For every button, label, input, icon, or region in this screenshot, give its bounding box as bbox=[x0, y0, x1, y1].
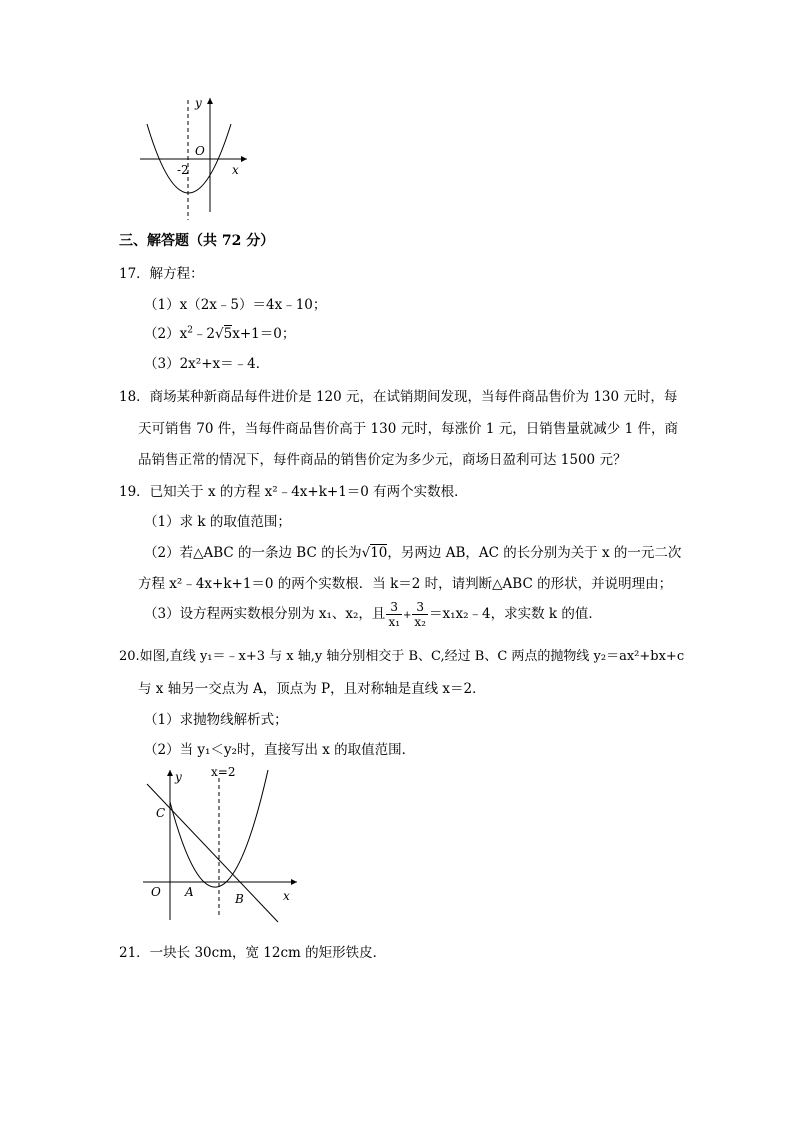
q19-part2-c: ，另两边 AB，AC 的长分别为关于 x 的一元二次 bbox=[387, 545, 682, 561]
fraction-1-den: x₁ bbox=[388, 615, 401, 629]
origin-label: O bbox=[151, 885, 161, 899]
q17-part2-a: （2）x bbox=[144, 326, 188, 342]
symmetry-label: x=2 bbox=[211, 765, 236, 779]
fraction-1-num: 3 bbox=[386, 600, 402, 615]
q20-part2: （2）当 y₁＜y₂时，直接写出 x 的取值范围． bbox=[144, 742, 416, 758]
fraction-2-den: x₂ bbox=[414, 615, 426, 629]
q19-part3 bbox=[144, 598, 602, 632]
point-b-label: B bbox=[235, 892, 244, 906]
q19-part2 bbox=[144, 541, 681, 561]
q18-line2: 天可销售 70 件，当每件商品售价高于 130 元时，每涨价 1 元，日销售量就减少 1 件，商 bbox=[138, 421, 678, 437]
point-a-label: A bbox=[185, 885, 194, 899]
q21-line1: 21．一块长 30cm，宽 12cm 的矩形铁皮． bbox=[119, 945, 387, 961]
q18-line3: 品销售正常的情况下，每件商品的销售价定为多少元，商场日盈利可达 1500 元？ bbox=[138, 452, 627, 468]
sqrt-icon: √ bbox=[215, 326, 224, 342]
parabola-graph-1 bbox=[135, 92, 255, 222]
point-c-label: C bbox=[156, 806, 166, 820]
q17-part3: （3）2x²+x＝﹣4． bbox=[144, 356, 270, 372]
sqrt-icon: √ bbox=[361, 545, 371, 561]
q20-line1: 20.如图,直线 y₁＝﹣x+3 与 x 轴,y 轴分别相交于 B、C,经过 B、C 两点的抛物线 y₂＝ax²+bx+c bbox=[119, 649, 685, 664]
line-y1 bbox=[147, 784, 278, 922]
minus-two-label: -2 bbox=[177, 163, 189, 177]
y-label: y bbox=[195, 96, 202, 110]
q18-line1: 18．商场某种新商品每件进价是 120 元，在试销期间发现，当每件商品售价为 130 元时，每 bbox=[119, 389, 678, 405]
q20-part1: （1）求抛物线解析式； bbox=[144, 712, 288, 728]
section-title: 三、解答题（共 72 分） bbox=[119, 233, 275, 249]
y-label: y bbox=[175, 770, 182, 784]
fraction-2-num: 3 bbox=[412, 600, 428, 615]
q17-part2-b: ﹣2 bbox=[192, 326, 216, 342]
q20-line2: 与 x 轴另一交点为 A，顶点为 P，且对称轴是直线 x＝2． bbox=[138, 681, 486, 697]
origin-label: O bbox=[195, 144, 205, 158]
q19-part3-b: ＝x₁x₂﹣4，求实数 k 的值． bbox=[428, 606, 602, 622]
q17-stem: 17．解方程： bbox=[119, 266, 204, 282]
x-label: x bbox=[283, 889, 290, 903]
parabola-line-graph bbox=[135, 762, 310, 932]
q19-part1: （1）求 k 的取值范围； bbox=[144, 514, 291, 530]
q17-part1: （1）x（2x﹣5）＝4x﹣10； bbox=[144, 297, 327, 313]
fraction-1 bbox=[386, 600, 402, 629]
q17-part2-radicand: 5 bbox=[223, 326, 233, 342]
plus-sign: + bbox=[403, 610, 412, 621]
q19-part3-a: （3）设方程两实数根分别为 x₁、x₂，且 bbox=[144, 606, 386, 622]
q19-part2-a: （2）若△ABC 的一条边 BC 的长为 bbox=[144, 545, 362, 561]
x-label: x bbox=[232, 163, 239, 177]
q19-part2-radicand: 10 bbox=[370, 545, 388, 561]
q19-part2-line2: 方程 x²﹣4x+k+1＝0 的两个实数根．当 k＝2 时，请判断△ABC 的形状，并说明理由； bbox=[138, 576, 673, 592]
fraction-2 bbox=[412, 600, 428, 629]
q17-part2-d: x+1＝0； bbox=[232, 326, 296, 342]
q19-stem: 19．已知关于 x 的方程 x²﹣4x+k+1＝0 有两个实数根． bbox=[119, 484, 468, 500]
q17-part2: $(2)x^2﹣2√5x+1=0$； bbox=[144, 325, 296, 342]
